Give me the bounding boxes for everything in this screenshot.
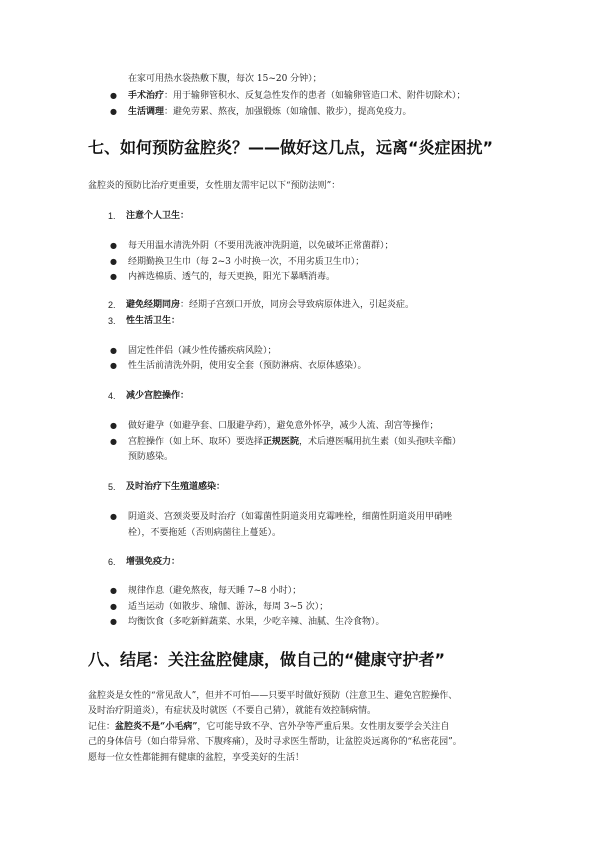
list-item: 经期勤换卫生巾（每 2~3 小时换一次，不用劣质卫生巾）； — [128, 257, 365, 267]
bullet-dot-icon: ● — [110, 361, 117, 370]
section-intro: 盆腔炎的预防比治疗更重要，女性朋友需牢记以下“预防法则”： — [88, 181, 341, 191]
item-title: 避免经期同房 — [126, 300, 181, 310]
paragraph-line: 己的身体信号（如白带异常、下腹疼痛），及时寻求医生帮助，让盆腔炎远离你的“私密花园”。 — [88, 737, 462, 747]
paragraph-line: 盆腔炎是女性的“常见敌人”，但并不可怕——只要平时做好预防（注意卫生、避免宫腔操作、 — [88, 691, 458, 701]
list-item: 固定性伴侣（减少性传播疾病风险）； — [128, 346, 277, 356]
item-text: ：避免劳累、熬夜，加强锻炼（如瑜伽、散步），提高免疫力。 — [164, 107, 412, 117]
list-item-continuation: 预防感染。 — [128, 452, 174, 462]
bullet-dot-icon: ● — [110, 241, 117, 250]
list-item: 均衡饮食（多吃新鲜蔬菜、水果，少吃辛辣、油腻、生冷食物）。 — [128, 617, 385, 627]
bullet-dot-icon: ● — [110, 437, 117, 446]
bullet-dot-icon: ● — [110, 107, 117, 116]
list-item-continuation: 栓），不要拖延（否则病菌往上蔓延）。 — [128, 528, 282, 538]
item-title: 及时治疗下生殖道感染： — [126, 482, 226, 492]
item-title: 减少宫腔操作： — [126, 391, 190, 401]
item-emphasis: 盆腔炎不是“小毛病” — [115, 722, 198, 732]
list-item — [126, 299, 414, 311]
list-item: 适当运动（如散步、瑜伽、游泳，每周 3~5 次）； — [128, 602, 329, 612]
paragraph-line: 及时治疗阴道炎），有症状及时就医（不要自己猜），就能有效控制病情。 — [88, 706, 377, 716]
list-item — [128, 90, 466, 102]
bullet-dot-icon: ● — [110, 602, 117, 611]
list-number: 5. — [108, 482, 116, 492]
list-number: 6. — [108, 557, 116, 567]
bullet-dot-icon: ● — [110, 617, 117, 626]
item-text: ，术后遵医嘱用抗生素（如头孢呋辛酯） — [299, 437, 462, 447]
item-title: 注意个人卫生： — [126, 211, 190, 221]
bullet-dot-icon: ● — [110, 91, 117, 100]
list-item: 规律作息（避免熬夜，每天睡 7~8 小时）； — [128, 586, 302, 596]
list-number: 2. — [108, 300, 116, 310]
continued-text-line: 在家可用热水袋热敷下腹，每次 15~20 分钟）； — [128, 74, 322, 84]
item-title: 性生活卫生： — [126, 316, 181, 326]
bullet-dot-icon: ● — [110, 512, 117, 521]
list-item: 内裤选棉质、透气的，每天更换，阳光下暴晒消毒。 — [128, 272, 336, 282]
list-item: 阴道炎、宫颈炎要及时治疗（如霉菌性阴道炎用克霉唑栓，细菌性阴道炎用甲硝唑 — [128, 512, 453, 522]
item-title: 增强免疫力： — [126, 557, 181, 567]
list-item: 性生活前清洗外阴，使用安全套（预防淋病、衣原体感染）。 — [128, 361, 367, 371]
item-label: 手术治疗 — [128, 91, 165, 101]
bullet-dot-icon: ● — [110, 257, 117, 266]
paragraph-line — [88, 721, 449, 733]
list-item: 做好避孕（如避孕套、口服避孕药），避免意外怀孕，减少人流、刮宫等操作； — [128, 421, 439, 431]
list-number: 3. — [108, 316, 116, 326]
list-number: 4. — [108, 391, 116, 401]
item-emphasis: 正规医院 — [263, 437, 300, 447]
list-number: 1. — [108, 211, 116, 221]
section-heading: 八、结尾：关注盆腔健康，做自己的“健康守护者” — [88, 650, 446, 669]
list-item — [128, 106, 412, 118]
item-text: 宫腔操作（如上环、取环）要选择 — [128, 437, 264, 447]
bullet-dot-icon: ● — [110, 272, 117, 281]
item-label: 生活调理 — [128, 107, 165, 117]
item-text: ：用于输卵管积水、反复急性发作的患者（如输卵管造口术、附件切除术）； — [164, 91, 466, 101]
paragraph-line: 愿每一位女性都能拥有健康的盆腔，享受美好的生活！ — [88, 753, 305, 763]
item-text: ，它可能导致不孕、宫外孕等严重后果。女性朋友要学会关注自 — [197, 722, 450, 732]
list-item: 每天用温水清洗外阴（不要用洗液冲洗阴道，以免破坏正常菌群）； — [128, 241, 394, 251]
list-item — [128, 436, 461, 448]
item-text: ：经期子宫颈口开放，同房会导致病原体进入，引起炎症。 — [180, 300, 415, 310]
section-heading: 七、如何预防盆腔炎？——做好这几点，远离“炎症困扰” — [88, 138, 494, 157]
item-text: 记住： — [88, 722, 116, 732]
bullet-dot-icon: ● — [110, 586, 117, 595]
bullet-dot-icon: ● — [110, 421, 117, 430]
bullet-dot-icon: ● — [110, 346, 117, 355]
